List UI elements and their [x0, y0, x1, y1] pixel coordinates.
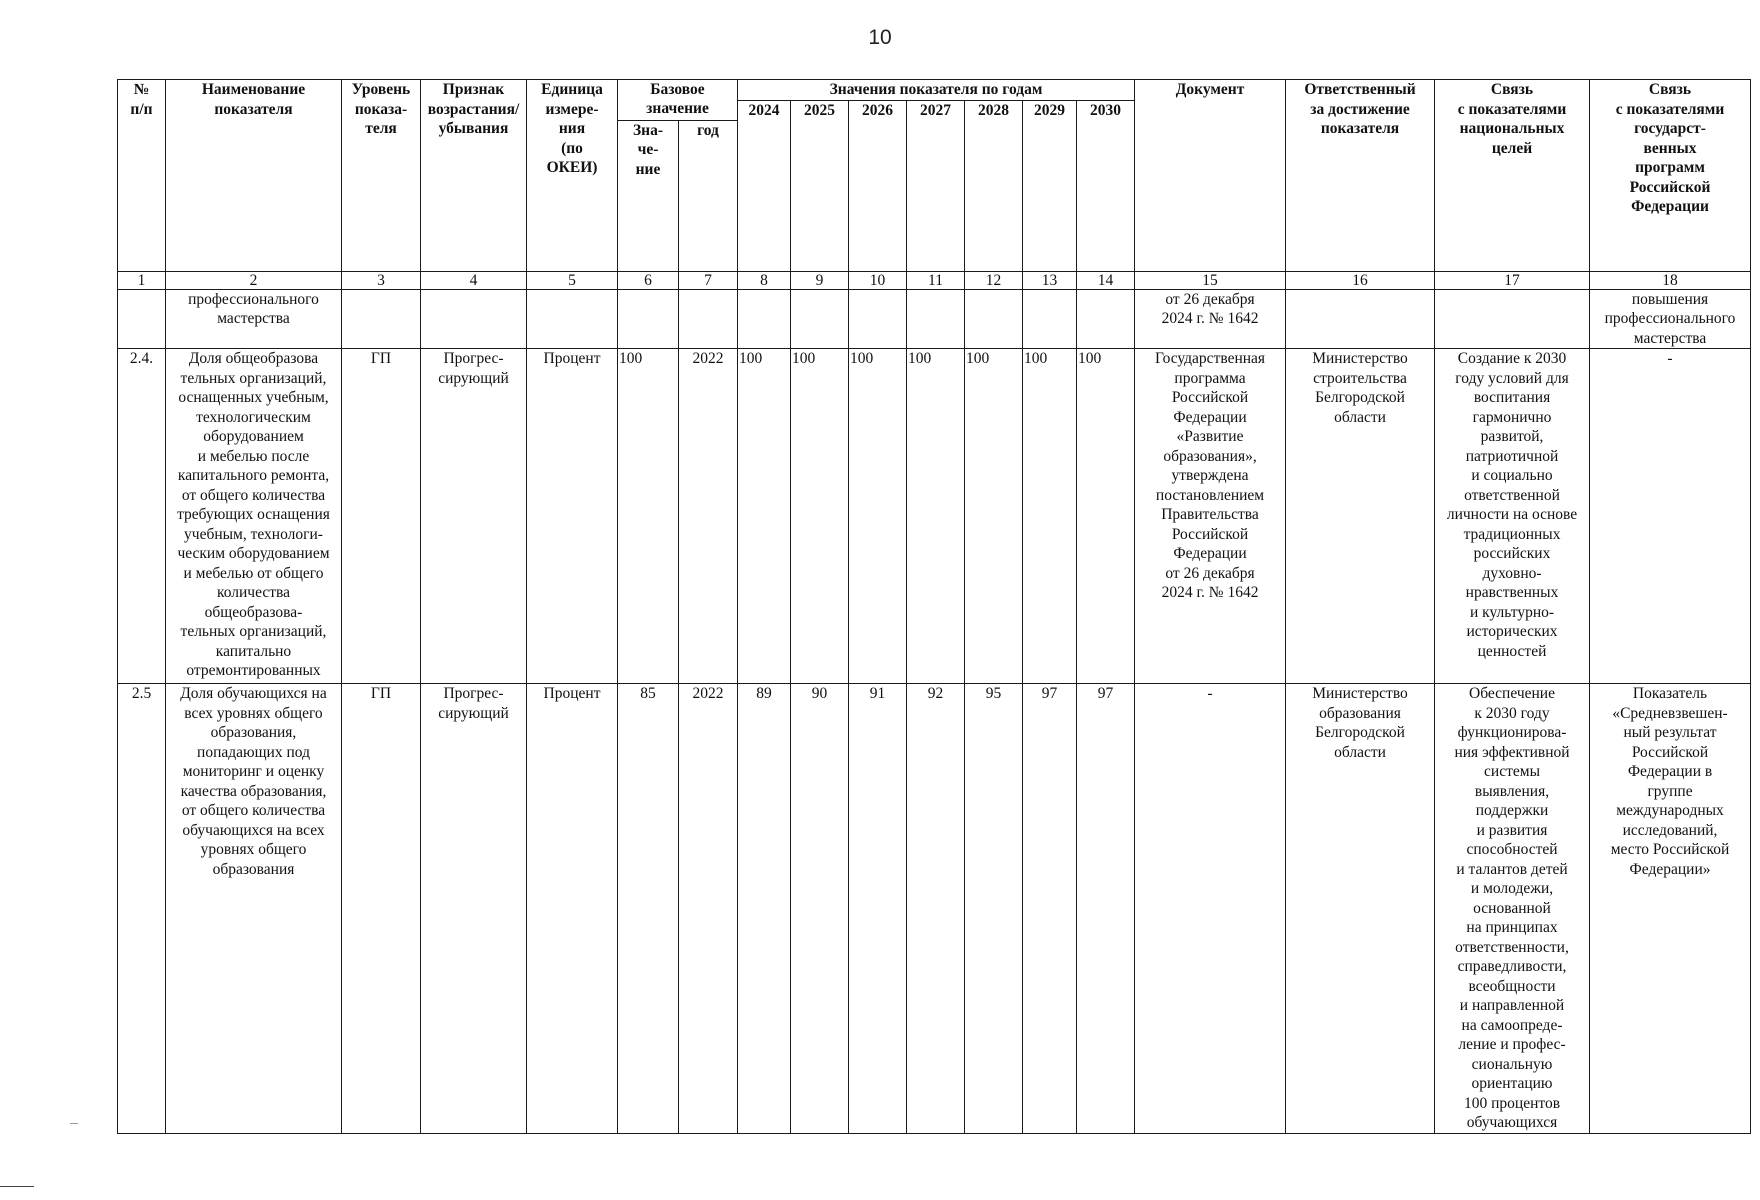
row-2-4-level: ГП — [342, 349, 421, 684]
row-2-5-responsible: Министерство образования Белгородской области — [1286, 684, 1435, 1134]
col-num-17: 17 — [1435, 271, 1590, 289]
row-2-5-value-2029: 97 — [1023, 684, 1077, 1134]
header-year-2025: 2025 — [791, 100, 849, 271]
row-cont-link-national — [1435, 289, 1590, 349]
row-2-5-value-2024: 89 — [738, 684, 791, 1134]
table-row — [118, 289, 1751, 349]
header-level: Уровень показа- теля — [342, 80, 421, 272]
row-2-5-link-national: Обеспечение к 2030 году функционирова- ния эффективной системы выявления, поддержки и развития способностей и талантов детей и молодежи, основанной на принципах ответственности, справедливости, всеобщности и направленной на самоопреде- ление и профес- сиональную ориентацию 100 процентов обучающихся — [1435, 684, 1590, 1134]
header-trend: Признак возрастания/ убывания — [421, 80, 527, 272]
row-cont-value-2024 — [738, 289, 791, 349]
row-2-4-document: Государственная программа Российской Федерации «Развитие образования», утверждена постановлением Правительства Российской Федерации от 26 декабря 2024 г. № 1642 — [1135, 349, 1286, 684]
page-number: 10 — [868, 26, 892, 49]
col-num-3: 3 — [342, 271, 421, 289]
row-cont-document: от 26 декабря 2024 г. № 1642 — [1135, 289, 1286, 349]
row-cont-value-2028 — [965, 289, 1023, 349]
col-num-9: 9 — [791, 271, 849, 289]
scan-mark — [70, 1123, 78, 1124]
header-document: Документ — [1135, 80, 1286, 272]
row-2-5-base-year: 2022 — [679, 684, 738, 1134]
col-num-1: 1 — [118, 271, 166, 289]
row-2-4-link-national: Создание к 2030 году условий для воспитания гармонично развитой, патриотичной и социально ответственной личности на основе традиционных российских духовно- нравственных и культурно- исторических ценностей — [1435, 349, 1590, 684]
indicators-table — [117, 79, 1751, 1134]
row-2-4-no: 2.4. — [118, 349, 166, 684]
row-2-4-value-2024: 100 — [738, 349, 791, 684]
header-unit: Единица измере- ния (по ОКЕИ) — [527, 80, 618, 272]
header-values-by-year: Значения показателя по годам — [738, 80, 1135, 101]
row-2-5-level: ГП — [342, 684, 421, 1134]
row-cont-base-value — [618, 289, 679, 349]
row-2-5-value-2027: 92 — [907, 684, 965, 1134]
row-cont-value-2030 — [1077, 289, 1135, 349]
row-cont-no — [118, 289, 166, 349]
col-num-12: 12 — [965, 271, 1023, 289]
header-link-national: Связь с показателями национальных целей — [1435, 80, 1590, 272]
row-2-4-value-2025: 100 — [791, 349, 849, 684]
col-num-10: 10 — [849, 271, 907, 289]
col-num-14: 14 — [1077, 271, 1135, 289]
row-2-5-value-2026: 91 — [849, 684, 907, 1134]
row-2-5-unit: Процент — [527, 684, 618, 1134]
header-year-2027: 2027 — [907, 100, 965, 271]
col-num-5: 5 — [527, 271, 618, 289]
col-num-2: 2 — [166, 271, 342, 289]
row-cont-base-year — [679, 289, 738, 349]
row-2-4-responsible: Министерство строительства Белгородской области — [1286, 349, 1435, 684]
row-2-4-base-value: 100 — [618, 349, 679, 684]
indicators-table-wrapper — [117, 79, 1751, 1134]
row-cont-value-2027 — [907, 289, 965, 349]
row-cont-trend — [421, 289, 527, 349]
col-num-16: 16 — [1286, 271, 1435, 289]
row-2-4-value-2027: 100 — [907, 349, 965, 684]
row-2-4-link-state: - — [1590, 349, 1751, 684]
col-num-18: 18 — [1590, 271, 1751, 289]
col-num-4: 4 — [421, 271, 527, 289]
row-2-5-value-2030: 97 — [1077, 684, 1135, 1134]
row-cont-value-2025 — [791, 289, 849, 349]
table-row — [118, 684, 1751, 1134]
col-num-15: 15 — [1135, 271, 1286, 289]
row-cont-level — [342, 289, 421, 349]
header-link-state: Связь с показателями государст- венных программ Российской Федерации — [1590, 80, 1751, 272]
row-2-5-link-state: Показатель «Средневзвешен- ный результат Российской Федерации в группе международных исследований, место Российской Федерации» — [1590, 684, 1751, 1134]
header-responsible: Ответственный за достижение показателя — [1286, 80, 1435, 272]
col-num-8: 8 — [738, 271, 791, 289]
row-2-5-trend: Прогрес- сирующий — [421, 684, 527, 1134]
row-2-4-value-2030: 100 — [1077, 349, 1135, 684]
row-cont-responsible — [1286, 289, 1435, 349]
column-numbers-row — [118, 271, 1751, 289]
col-num-6: 6 — [618, 271, 679, 289]
header-no: № п/п — [118, 80, 166, 272]
header-year-2028: 2028 — [965, 100, 1023, 271]
header-base-value: Зна- че- ние — [618, 120, 679, 271]
row-2-4-value-2029: 100 — [1023, 349, 1077, 684]
col-num-7: 7 — [679, 271, 738, 289]
row-cont-value-2029 — [1023, 289, 1077, 349]
row-cont-link-state: повышения профессионального мастерства — [1590, 289, 1751, 349]
row-2-4-value-2026: 100 — [849, 349, 907, 684]
header-year-2024: 2024 — [738, 100, 791, 271]
header-year-2026: 2026 — [849, 100, 907, 271]
col-num-11: 11 — [907, 271, 965, 289]
row-cont-unit — [527, 289, 618, 349]
header-name: Наименование показателя — [166, 80, 342, 272]
scan-mark — [0, 1186, 34, 1187]
header-base-year: год — [679, 120, 738, 271]
row-2-5-value-2028: 95 — [965, 684, 1023, 1134]
row-2-4-value-2028: 100 — [965, 349, 1023, 684]
row-cont-value-2026 — [849, 289, 907, 349]
row-2-5-name: Доля обучающихся на всех уровнях общего образования, попадающих под мониторинг и оценку качества образования, от общего количества обучающихся на всех уровнях общего образования — [166, 684, 342, 1134]
row-cont-name: профессионального мастерства — [166, 289, 342, 349]
header-year-2030: 2030 — [1077, 100, 1135, 271]
row-2-4-base-year: 2022 — [679, 349, 738, 684]
table-row — [118, 349, 1751, 684]
col-num-13: 13 — [1023, 271, 1077, 289]
row-2-5-document: - — [1135, 684, 1286, 1134]
row-2-4-name: Доля общеобразова тельных организаций, оснащенных учебным, технологическим оборудованием и мебелью после капитального ремонта, от общего количества требующих оснащения учебным, технологи- ческим оборудованием и мебелью от общего количества общеобразова- тельных организаций, капитально отремонтированных — [166, 349, 342, 684]
row-2-5-base-value: 85 — [618, 684, 679, 1134]
row-2-5-value-2025: 90 — [791, 684, 849, 1134]
header-year-2029: 2029 — [1023, 100, 1077, 271]
header-row-1 — [118, 80, 1751, 101]
row-2-4-trend: Прогрес- сирующий — [421, 349, 527, 684]
row-2-5-no: 2.5 — [118, 684, 166, 1134]
header-base: Базовое значение — [618, 80, 738, 121]
row-2-4-unit: Процент — [527, 349, 618, 684]
